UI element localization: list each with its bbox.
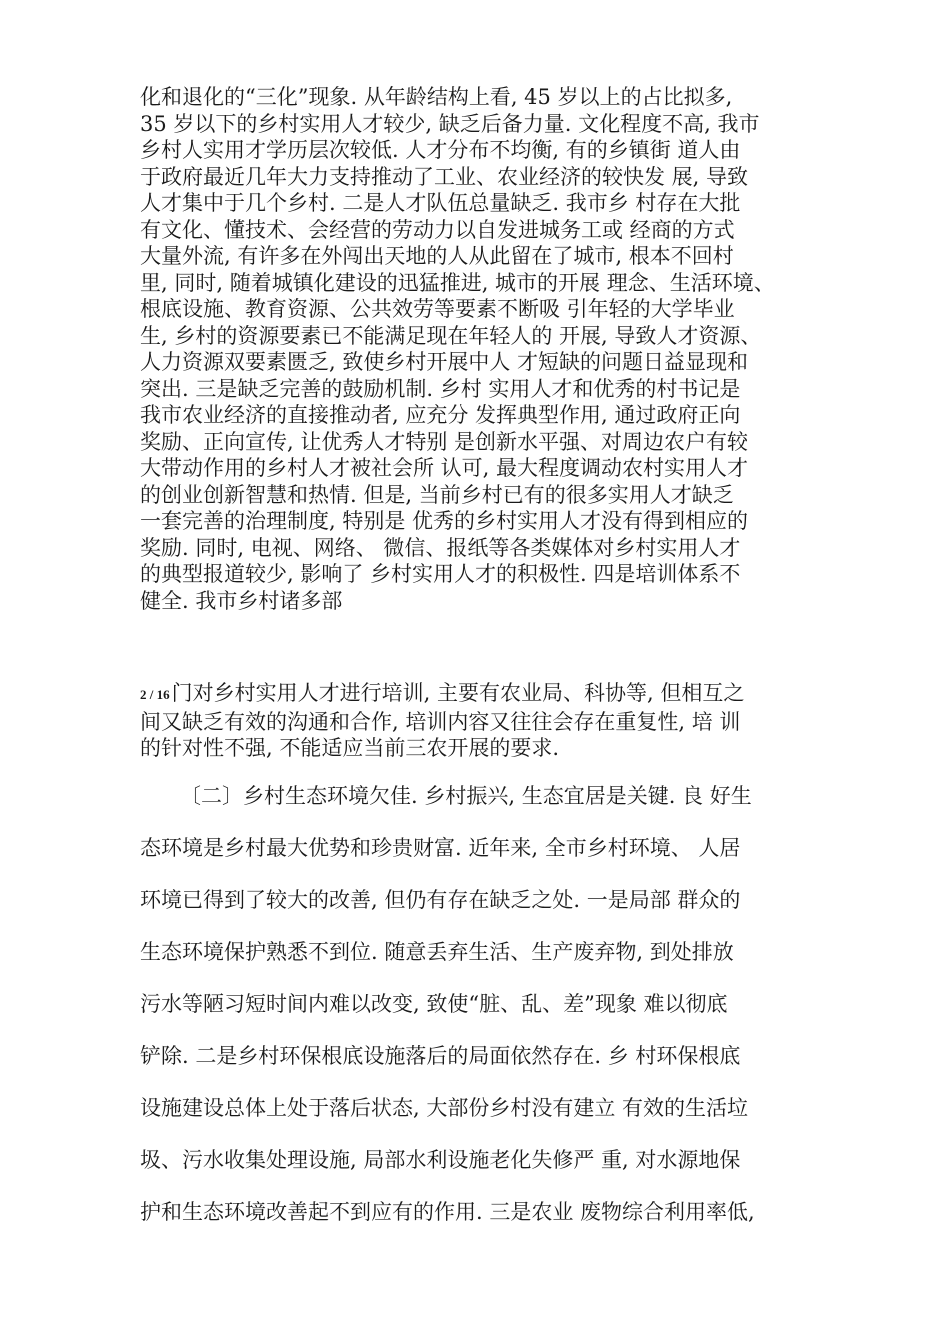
paragraph-training-continuation <box>140 680 840 762</box>
text-line: 突出. 三是缺乏完善的鼓励机制. 乡村 实用人才和优秀的村书记是 <box>140 376 741 401</box>
text-line: 态环境是乡村最大优势和珍贵财富. 近年来, 全市乡村环境、 人居 <box>140 836 741 860</box>
text-line: 里, 同时, 随着城镇化建设的迅猛推进, 城市的开展 理念、生活环境、 <box>140 270 775 295</box>
text-line: 的典型报道较少, 影响了 乡村实用人才的积极性. 四是培训体系不 <box>140 562 741 586</box>
text-line: 圾、污水收集处理设施, 局部水利设施老化失修严 重, 对水源地保 <box>140 1148 741 1172</box>
text-line: 的针对性不强, 不能适应当前三农开展的要求. <box>140 736 560 760</box>
text-line: 间又缺乏有效的沟通和合作, 培训内容又往往会存在重复性, 培 训 <box>140 709 741 734</box>
text-line: 人力资源双要素匮乏, 致使乡村开展中人 才短缺的问题日益显现和 <box>140 350 749 374</box>
text-line: 的创业创新智慧和热情. 但是, 当前乡村已有的很多实用人才缺乏 <box>140 482 734 507</box>
text-line: 乡村人实用才学历层次较低. 人才分布不均衡, 有的乡镇街 道人由 <box>140 138 741 162</box>
text-line: 〔二〕乡村生态环境欠佳. 乡村振兴, 生态宜居是关键. 良 好生 <box>180 784 752 808</box>
text-line: 我市农业经济的直接推动者, 应充分 发挥典型作用, 通过政府正向 <box>140 403 741 427</box>
paragraph-talent-issues <box>140 84 840 614</box>
text-line <box>140 680 840 709</box>
text-line: 大带动作用的乡村人才被社会所 认可, 最大程度调动农村实用人才 <box>140 456 749 480</box>
text-line: 奖励、正向宣传, 让优秀人才特别 是创新水平强、对周边农户有较 <box>140 429 749 454</box>
text-line: 一套完善的治理制度, 特别是 优秀的乡村实用人才没有得到相应的 <box>140 509 749 533</box>
text-line: 铲除. 二是乡村环保根底设施落后的局面依然存在. 乡 村环保根底 <box>140 1044 741 1068</box>
text-line: 大量外流, 有许多在外闯出天地的人从此留在了城市, 根本不回村 <box>140 244 734 268</box>
text-line: 35 岁以下的乡村实用人才较少, 缺乏后备力量. 文化程度不高, 我市 <box>140 111 760 136</box>
paragraph-ecology-issues <box>140 770 840 1238</box>
page-number: 2 / 16 <box>140 687 170 702</box>
text-line: 人才集中于几个乡村. 二是人才队伍总量缺乏. 我市乡 村存在大批 <box>140 191 741 215</box>
text-line: 生, 乡村的资源要素已不能满足现在年轻人的 开展, 导致人才资源、 <box>140 323 762 348</box>
text-line: 生态环境保护熟悉不到位. 随意丢弃生活、生产废弃物, 到处排放 <box>140 940 734 964</box>
text-line: 有文化、懂技术、会经营的劳动力以自发进城务工或 经商的方式 <box>140 217 735 242</box>
text-line: 环境已得到了较大的改善, 但仍有存在缺乏之处. 一是局部 群众的 <box>140 888 741 912</box>
text-line: 健全. 我市乡村诸多部 <box>140 588 343 613</box>
text-line: 污水等陋习短时间内难以改变, 致使“脏、乱、差”现象 难以彻底 <box>140 992 728 1016</box>
text-line: 设施建设总体上处于落后状态, 大部份乡村没有建立 有效的生活垃 <box>140 1096 749 1120</box>
text-line: 化和退化的“三化”现象. 从年龄结构上看, 45 岁以上的占比拟多, <box>140 85 733 109</box>
text-line: 于政府最近几年大力支持推动了工业、农业经济的较快发 展, 导致 <box>140 164 749 189</box>
text-line: 根底设施、教育资源、公共效劳等要素不断吸 引年轻的大学毕业 <box>140 297 735 321</box>
text-line: 奖励. 同时, 电视、网络、 微信、报纸等各类媒体对乡村实用人才 <box>140 535 741 560</box>
text-line: 护和生态环境改善起不到应有的作用. 三是农业 废物综合利用率低, <box>140 1200 755 1224</box>
text-line-content: 门对乡村实用人才进行培训, 主要有农业局、科协等, 但相互之 <box>171 681 745 705</box>
